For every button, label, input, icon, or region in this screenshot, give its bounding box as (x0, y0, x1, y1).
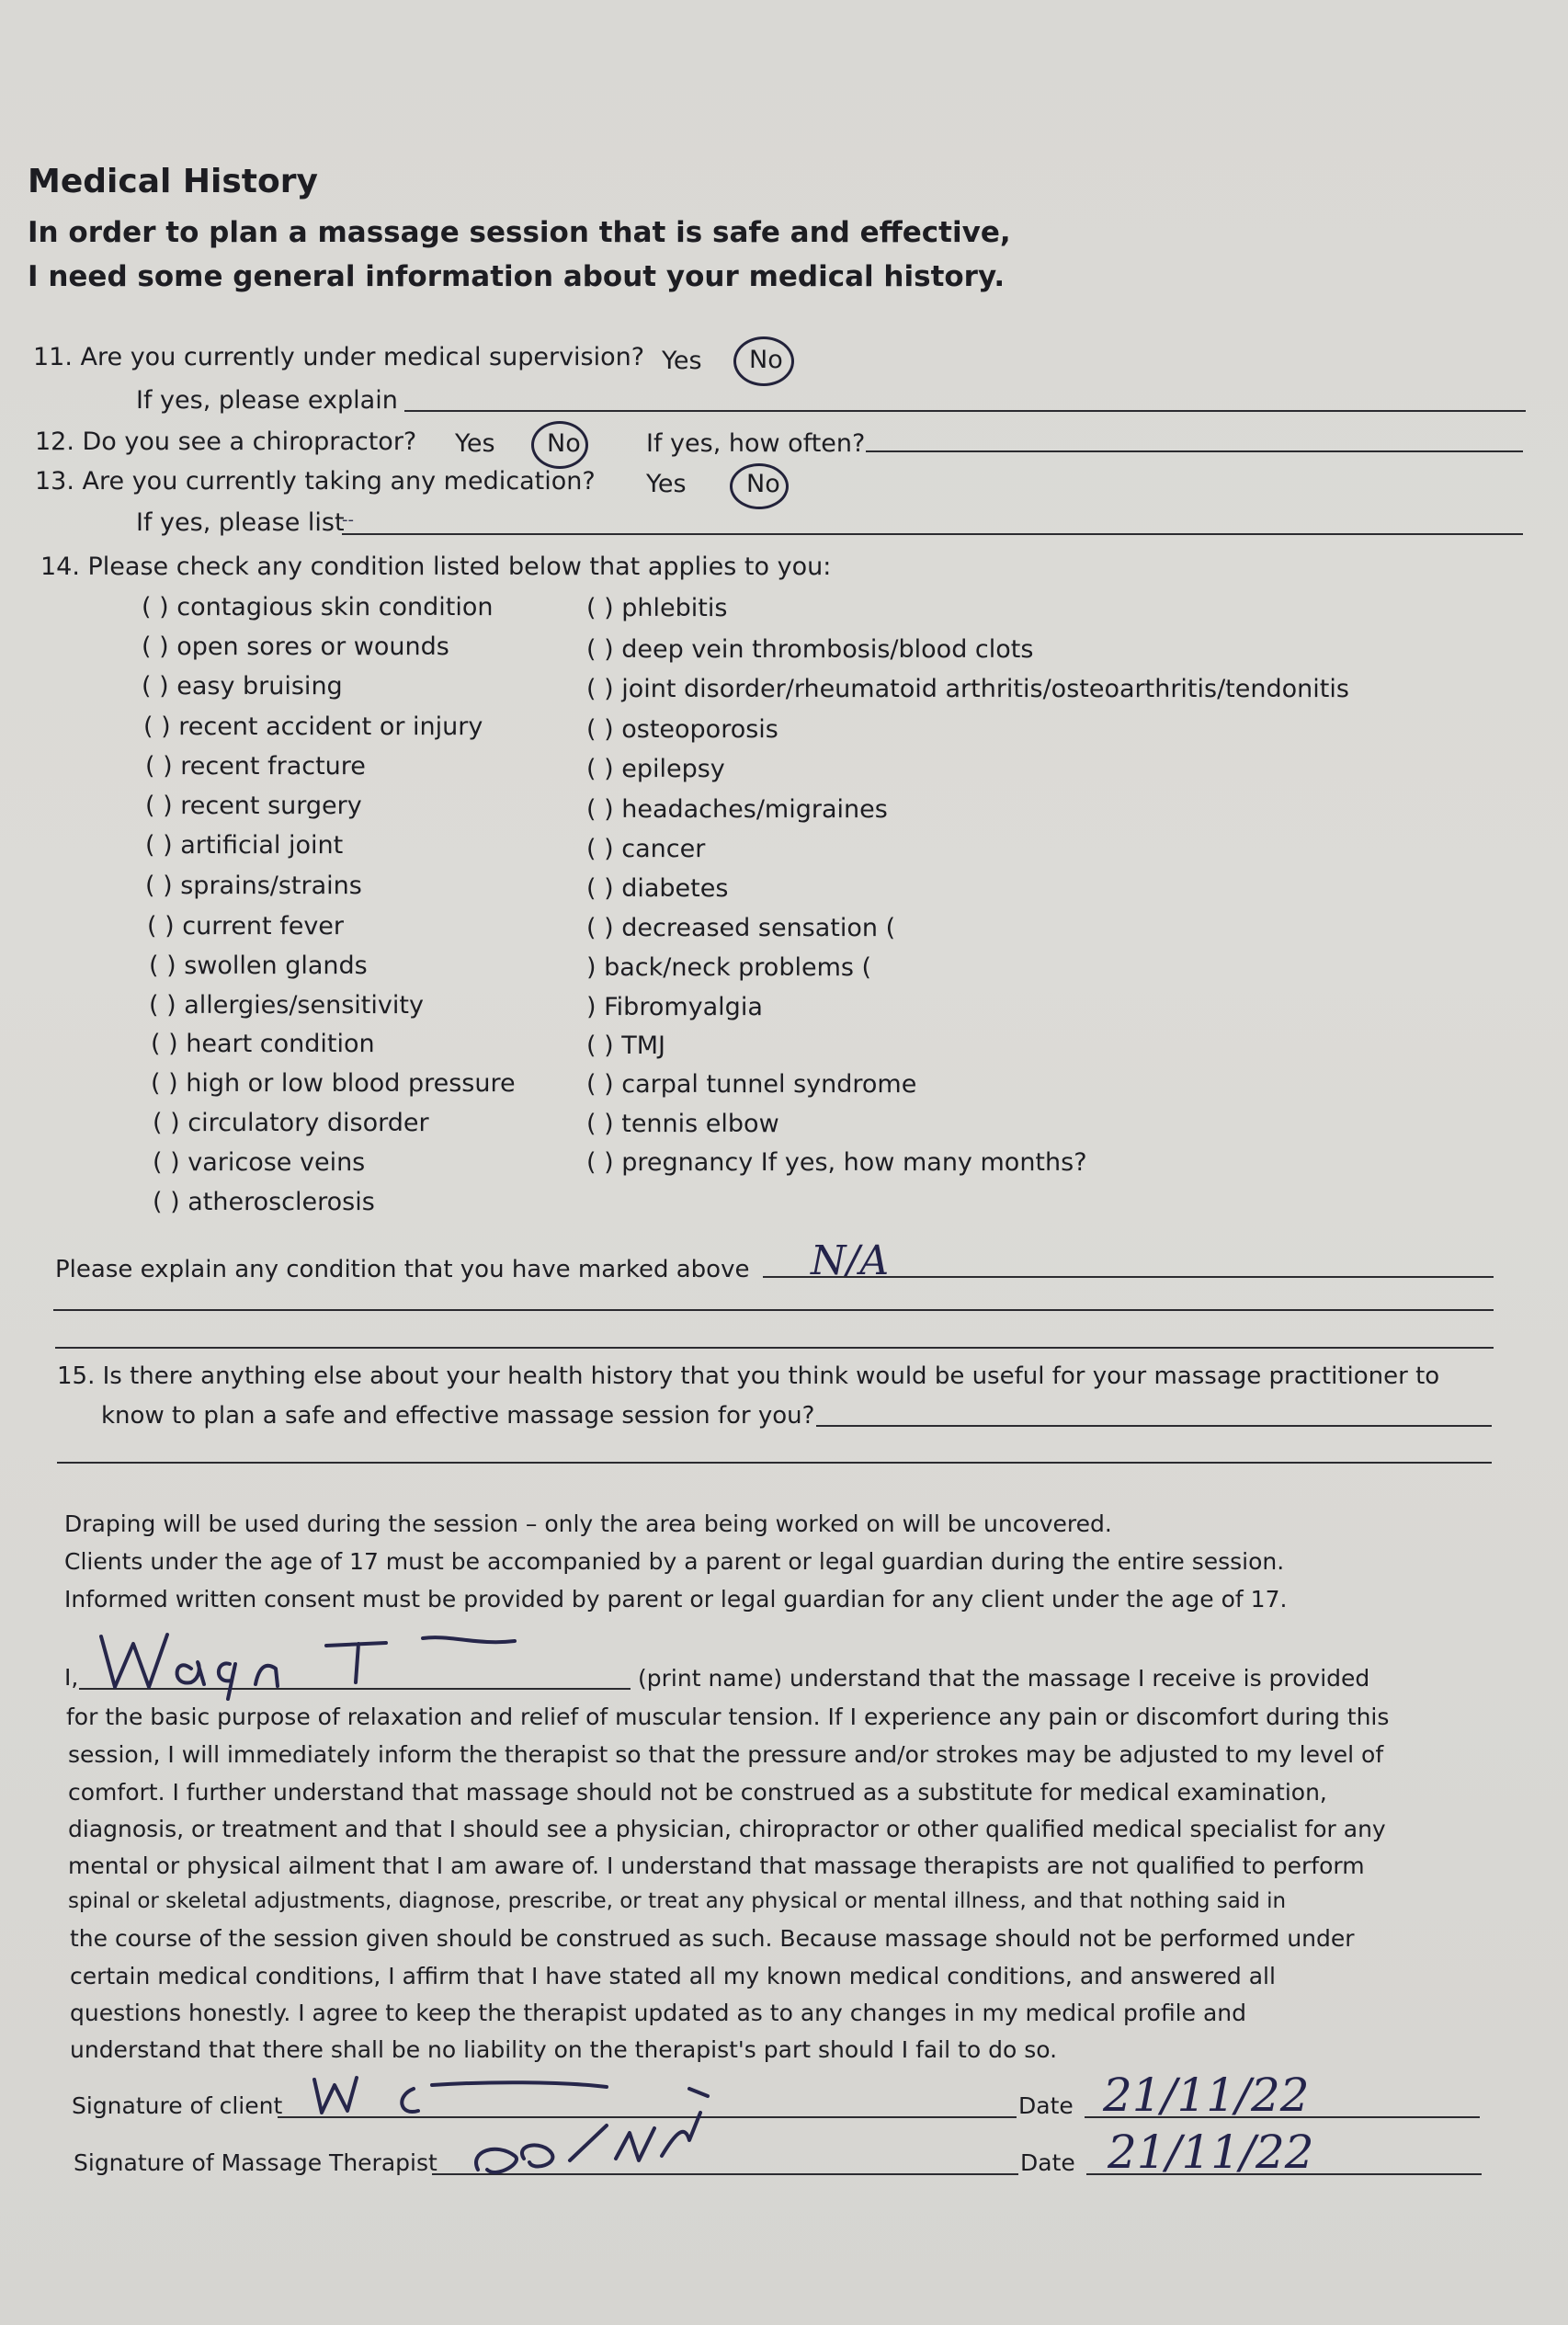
q11-no[interactable]: No (749, 346, 783, 374)
condition-right-item[interactable]: ( ) deep vein thrombosis/blood clots (586, 635, 1034, 664)
condition-left-item[interactable]: ( ) allergies/sensitivity (149, 991, 424, 1020)
consent-line-7: the course of the session given should be construed as such. Because massage should not be performed under (70, 1925, 1355, 1952)
therapist-date-label: Date (1020, 2149, 1075, 2176)
condition-left-item[interactable]: ( ) recent surgery (145, 792, 362, 820)
q15-line-answer-1[interactable] (816, 1425, 1492, 1427)
condition-right-item[interactable]: ( ) carpal tunnel syndrome (586, 1070, 917, 1099)
condition-left-item[interactable]: ( ) high or low blood pressure (151, 1069, 516, 1098)
condition-right-item[interactable]: ) Fibromyalgia (586, 993, 763, 1021)
q13-followup-label: If yes, please list (136, 508, 345, 537)
explain-line-1[interactable] (763, 1276, 1494, 1278)
consent-note: Informed written consent must be provided by parent or legal guardian for any client under the age of 17. (64, 1586, 1288, 1613)
print-name-label: (print name) understand that the massage I receive is provided (638, 1665, 1370, 1692)
consent-line-10: understand that there shall be no liability on the therapist's part should I fail to do so. (70, 2036, 1058, 2063)
condition-left-item[interactable]: ( ) recent accident or injury (143, 712, 483, 741)
q15-line-answer-2[interactable] (57, 1462, 1492, 1464)
condition-left-item[interactable]: ( ) heart condition (151, 1030, 375, 1058)
intro-line-1: In order to plan a massage session that is safe and effective, (28, 216, 1011, 249)
consent-line-6: spinal or skeletal adjustments, diagnose, prescribe, or treat any physical or mental illness, and that nothing said in (68, 1889, 1287, 1913)
condition-left-item[interactable]: ( ) contagious skin condition (142, 593, 494, 621)
client-date-label: Date (1018, 2092, 1074, 2119)
q13-list-line[interactable] (342, 533, 1523, 535)
consent-line-8: certain medical conditions, I affirm that I have stated all my known medical conditions, and answered all (70, 1963, 1276, 1989)
condition-left-item[interactable]: ( ) sprains/strains (145, 872, 362, 900)
therapist-signature (460, 2105, 772, 2188)
client-date-value: 21/11/22 (1103, 2069, 1310, 2122)
q11-followup-label: If yes, please explain (136, 386, 398, 415)
consent-line-9: questions honestly. I agree to keep the therapist updated as to any changes in my medical profile and (70, 2000, 1246, 2026)
condition-right-item[interactable]: ( ) joint disorder/rheumatoid arthritis/osteoarthritis/tendonitis (586, 675, 1349, 703)
explain-label: Please explain any condition that you have marked above (55, 1256, 750, 1283)
condition-right-item[interactable]: ( ) decreased sensation ( (586, 914, 896, 942)
client-signature-label: Signature of client (72, 2092, 283, 2119)
q13-no[interactable]: No (746, 470, 780, 498)
consent-line-4: diagnosis, or treatment and that I should see a physician, chiropractor or other qualified medical specialist for any (68, 1816, 1386, 1842)
condition-left-item[interactable]: ( ) open sores or wounds (142, 633, 449, 661)
condition-left-item[interactable]: ( ) varicose veins (153, 1148, 366, 1177)
q13-no-circle-mark (730, 463, 789, 509)
q14-question: 14. Please check any condition listed below that applies to you: (40, 553, 832, 581)
condition-left-item[interactable]: ( ) recent fracture (145, 752, 366, 781)
condition-right-item[interactable]: ( ) diabetes (586, 874, 729, 903)
condition-right-item[interactable]: ( ) epilepsy (586, 755, 725, 783)
intro-line-2: I need some general information about your medical history. (28, 260, 1006, 293)
condition-right-item[interactable]: ( ) tennis elbow (586, 1110, 779, 1138)
q13-yes[interactable]: Yes (646, 470, 687, 498)
q13-question: 13. Are you currently taking any medication? (35, 467, 596, 496)
q13-list-value: -- (342, 510, 354, 530)
q11-explain-line[interactable] (404, 410, 1526, 412)
q15-line-1: 15. Is there anything else about your health history that you think would be useful for your massage practitioner to (57, 1362, 1440, 1390)
q12-no[interactable]: No (547, 429, 581, 458)
condition-left-item[interactable]: ( ) artificial joint (145, 831, 344, 860)
condition-left-item[interactable]: ( ) atherosclerosis (153, 1188, 375, 1216)
q11-no-circle-mark (733, 336, 794, 386)
q15-line-2: know to plan a safe and effective massage session for you? (101, 1402, 815, 1430)
consent-line-1: for the basic purpose of relaxation and relief of muscular tension. If I experience any pain or discomfort during this (66, 1704, 1390, 1730)
explain-line-2[interactable] (53, 1309, 1494, 1311)
minors-note: Clients under the age of 17 must be accompanied by a parent or legal guardian during the entire session. (64, 1548, 1285, 1575)
q12-yes[interactable]: Yes (455, 429, 495, 458)
condition-right-item[interactable]: ( ) osteoporosis (586, 715, 778, 744)
condition-right-item[interactable]: ) back/neck problems ( (586, 953, 872, 982)
consent-line-2: session, I will immediately inform the therapist so that the pressure and/or strokes may be adjusted to my level of (68, 1741, 1384, 1768)
q11-question: 11. Are you currently under medical supervision? (33, 343, 645, 371)
condition-right-item[interactable]: ( ) phlebitis (586, 594, 728, 622)
q11-yes[interactable]: Yes (662, 347, 702, 375)
explain-handwritten-value: N/A (811, 1237, 890, 1284)
therapist-signature-label: Signature of Massage Therapist (74, 2149, 437, 2176)
therapist-date-value: 21/11/22 (1108, 2126, 1314, 2179)
q12-question: 12. Do you see a chiropractor? (35, 427, 417, 456)
consent-line-5: mental or physical ailment that I am aware of. I understand that massage therapists are not qualified to perform (68, 1852, 1365, 1879)
condition-left-item[interactable]: ( ) current fever (147, 912, 345, 940)
q12-no-circle-mark (531, 421, 588, 469)
explain-line-3[interactable] (55, 1347, 1494, 1349)
condition-right-item[interactable]: ( ) TMJ (586, 1031, 665, 1060)
consent-line-3: comfort. I further understand that massage should not be construed as a substitute for medical examination, (68, 1779, 1327, 1806)
condition-right-item[interactable]: ( ) headaches/migraines (586, 795, 888, 824)
condition-left-item[interactable]: ( ) easy bruising (142, 672, 343, 701)
consent-prefix: I, (64, 1664, 79, 1691)
q12-often-line[interactable] (866, 450, 1523, 452)
form-title: Medical History (28, 163, 318, 200)
condition-right-item[interactable]: ( ) pregnancy If yes, how many months? (586, 1148, 1087, 1177)
print-name-signature (83, 1618, 561, 1701)
draping-note: Draping will be used during the session – only the area being worked on will be uncovered. (64, 1510, 1112, 1537)
condition-left-item[interactable]: ( ) circulatory disorder (153, 1109, 429, 1137)
q12-followup-label: If yes, how often? (646, 429, 866, 458)
condition-left-item[interactable]: ( ) swollen glands (149, 952, 368, 980)
condition-right-item[interactable]: ( ) cancer (586, 835, 706, 863)
